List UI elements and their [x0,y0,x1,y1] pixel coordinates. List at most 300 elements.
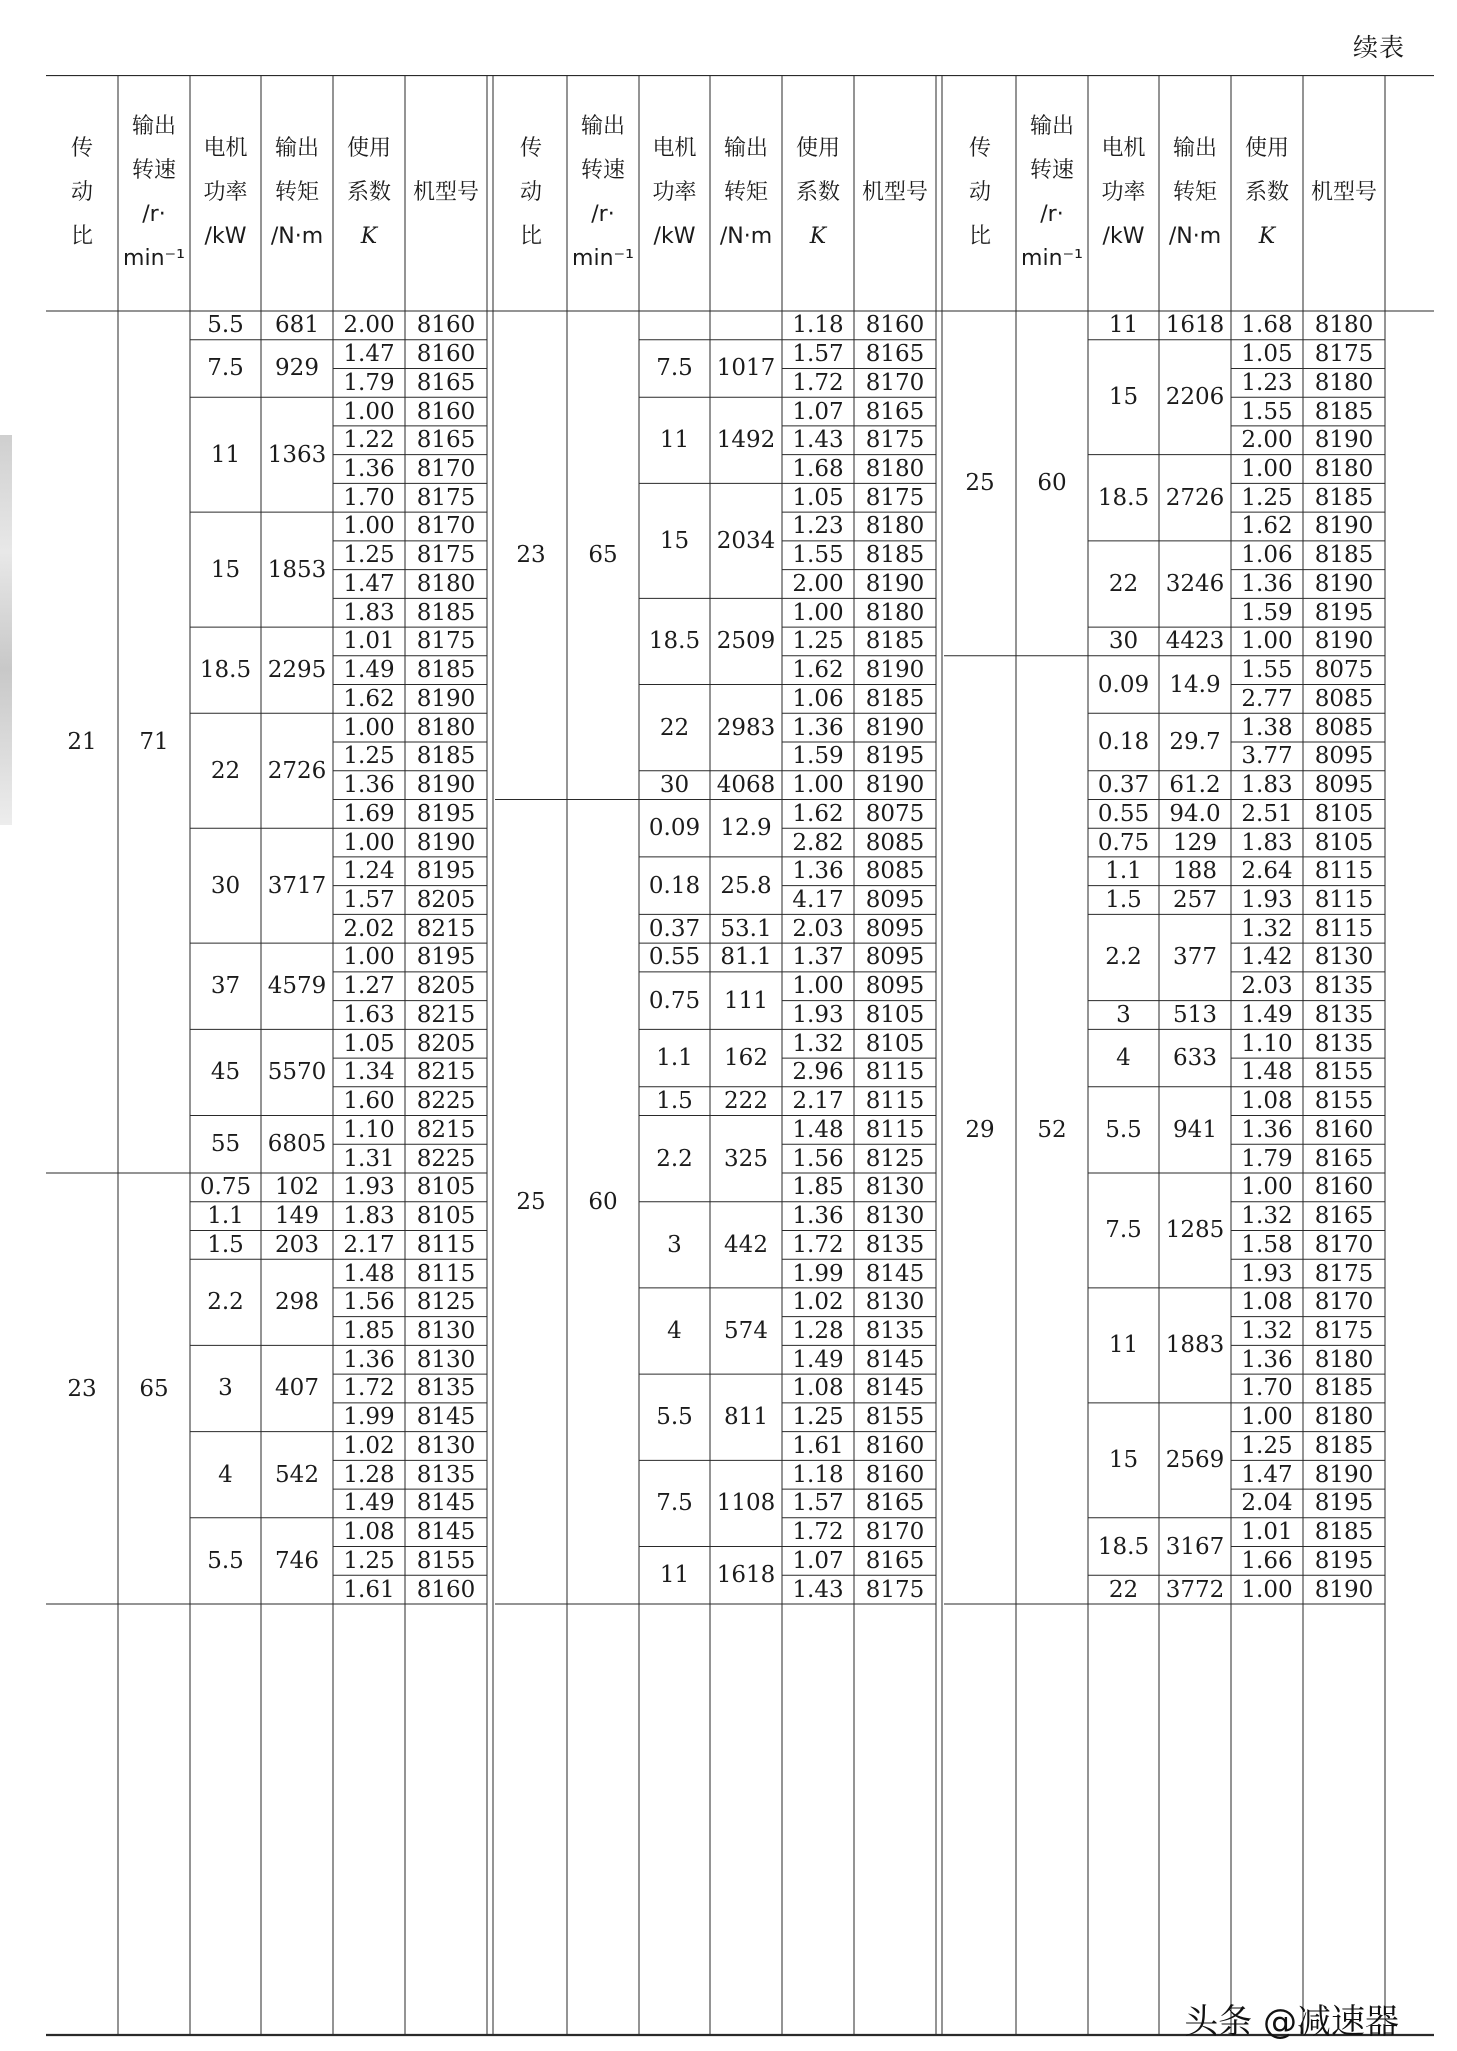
service-factor-cell: 1.36 [792,858,844,885]
service-factor-cell: 1.70 [1241,1375,1293,1402]
header-line: 功率 [652,180,697,205]
model-cell: 8155 [416,1547,476,1574]
output-torque-cell [710,311,782,340]
output-torque-cell: 298 [275,1289,319,1316]
ratio-cell: 23 [67,1375,97,1402]
header-factor [1231,75,1303,311]
model-cell: 8165 [1314,1203,1374,1230]
output-torque-cell: 111 [724,987,768,1014]
model-cell: 8185 [865,542,925,569]
motor-power-cell: 0.37 [1097,772,1150,799]
header-line: 比 [70,224,93,249]
motor-power-cell: 4 [667,1318,682,1345]
model-cell: 8115 [865,1088,925,1115]
service-factor-cell: 2.00 [792,570,844,597]
motor-power-cell: 3 [218,1375,233,1402]
motor-power-cell: 11 [210,441,241,468]
output-torque-cell: 929 [275,355,319,382]
header-line: 系数 [346,180,391,205]
model-cell: 8190 [416,772,476,799]
model-cell: 8190 [1314,427,1374,454]
model-cell: 8190 [865,714,925,741]
output-torque-cell: 203 [275,1231,319,1258]
model-cell: 8205 [416,973,476,1000]
output-torque-cell: 2983 [716,714,776,741]
output-torque-cell: 3772 [1165,1576,1225,1603]
output-speed-cell: 65 [139,1375,169,1402]
ratio-cell: 23 [516,542,546,569]
service-factor-cell: 1.00 [343,714,395,741]
header-line: 传 [968,136,991,161]
motor-power-cell: 7.5 [1105,1217,1142,1244]
service-factor-cell: 2.77 [1241,685,1293,712]
output-torque-cell: 94.0 [1169,800,1221,827]
service-factor-cell: 1.36 [792,1203,844,1230]
model-cell: 8095 [1314,772,1374,799]
output-torque-cell: 633 [1173,1045,1217,1072]
header-line: 电机 [203,136,248,161]
service-factor-cell: 1.47 [1241,1461,1293,1488]
service-factor-cell: 1.58 [1241,1231,1293,1258]
motor-power-cell: 1.5 [1105,887,1142,914]
ratio-cell: 25 [516,1188,546,1215]
output-torque-cell: 53.1 [720,915,772,942]
header-line: /N·m [719,224,773,249]
model-cell: 8180 [416,570,476,597]
service-factor-cell: 1.34 [343,1059,395,1086]
header-ratio [944,75,1016,311]
service-factor-cell: 1.85 [343,1318,395,1345]
motor-power-cell: 7.5 [656,355,693,382]
service-factor-cell: 1.00 [792,772,844,799]
service-factor-cell: 2.03 [1241,973,1293,1000]
service-factor-cell: 1.25 [792,628,844,655]
model-cell: 8185 [416,743,476,770]
header-torque [261,75,333,311]
service-factor-cell: 1.72 [343,1375,395,1402]
model-cell: 8165 [865,1547,925,1574]
service-factor-cell: 1.72 [792,1519,844,1546]
output-torque-cell: 1363 [267,441,327,468]
header-line: 动 [968,180,991,205]
output-torque-cell: 1853 [267,556,327,583]
header-model [854,75,936,311]
header-power [1088,75,1159,311]
model-cell: 8180 [1314,1404,1374,1431]
motor-power-cell: 22 [210,757,241,784]
output-torque-cell: 257 [1173,887,1217,914]
service-factor-cell: 1.36 [1241,570,1293,597]
service-factor-cell: 1.93 [792,1001,844,1028]
service-factor-cell: 1.25 [792,1404,844,1431]
model-cell: 8155 [1314,1088,1374,1115]
motor-power-cell: 5.5 [656,1404,693,1431]
service-factor-cell: 1.59 [1241,599,1293,626]
service-factor-cell: 1.38 [1241,714,1293,741]
motor-power-cell: 22 [1108,570,1139,597]
model-cell: 8160 [416,1576,476,1603]
service-factor-cell: 1.57 [792,1490,844,1517]
service-factor-cell: 1.37 [792,944,844,971]
service-factor-cell: 1.36 [1241,1116,1293,1143]
model-cell: 8135 [416,1375,476,1402]
model-cell: 8085 [865,858,925,885]
service-factor-cell: 1.93 [1241,887,1293,914]
output-torque-cell: 3246 [1165,570,1225,597]
model-cell: 8170 [1314,1289,1374,1316]
model-cell: 8105 [865,1001,925,1028]
model-cell: 8085 [1314,685,1374,712]
header-line: /kW [653,224,696,249]
header-line: 功率 [203,180,248,205]
header-line: /r· [142,202,166,227]
service-factor-cell: 1.99 [792,1260,844,1287]
model-cell: 8165 [1314,1145,1374,1172]
output-torque-cell: 4068 [716,772,776,799]
model-cell: 8130 [416,1346,476,1373]
model-cell: 8095 [865,915,925,942]
model-cell: 8105 [416,1203,476,1230]
model-cell: 8145 [865,1260,925,1287]
model-cell: 8135 [1314,1001,1374,1028]
model-cell: 8160 [1314,1116,1374,1143]
header-line: 输出 [1029,114,1074,139]
motor-power-cell: 2.2 [656,1145,693,1172]
model-cell: 8170 [1314,1231,1374,1258]
header-line: /r· [591,202,615,227]
service-factor-cell: 1.08 [1241,1088,1293,1115]
motor-power-cell: 18.5 [1097,1533,1150,1560]
service-factor-cell: 1.55 [1241,657,1293,684]
header-line: 比 [519,224,542,249]
motor-power-cell: 5.5 [1105,1116,1142,1143]
output-torque-cell: 1618 [1165,312,1225,339]
model-cell: 8205 [416,1030,476,1057]
model-cell: 8115 [1314,858,1374,885]
service-factor-cell: 1.36 [343,772,395,799]
header-line: min⁻¹ [572,246,634,271]
output-torque-cell: 681 [275,312,319,339]
model-cell: 8160 [865,312,925,339]
header-line: 使用 [346,136,391,161]
model-cell: 8115 [416,1231,476,1258]
model-cell: 8125 [416,1289,476,1316]
motor-power-cell: 0.75 [1097,829,1150,856]
model-cell: 8180 [865,456,925,483]
header-line: 传 [70,136,93,161]
service-factor-cell: 1.79 [1241,1145,1293,1172]
service-factor-cell: 1.68 [1241,312,1293,339]
service-factor-cell: 1.25 [343,743,395,770]
model-cell: 8160 [1314,1174,1374,1201]
model-cell: 8160 [416,312,476,339]
header-line: 输出 [131,114,176,139]
model-cell: 8175 [1314,1260,1374,1287]
output-torque-cell: 12.9 [720,815,772,842]
continued-label: 续表 [1352,33,1405,62]
model-cell: 8095 [1314,743,1374,770]
model-cell: 8190 [416,829,476,856]
motor-power-cell: 30 [210,872,241,899]
service-factor-cell: 1.06 [1241,542,1293,569]
output-torque-cell: 14.9 [1169,671,1221,698]
service-factor-cell: 1.49 [1241,1001,1293,1028]
service-factor-cell: 1.48 [343,1260,395,1287]
service-factor-cell: 1.62 [792,657,844,684]
motor-power-cell: 0.55 [648,944,701,971]
service-factor-cell: 1.00 [1241,628,1293,655]
service-factor-cell: 1.08 [1241,1289,1293,1316]
header-line: K [809,224,827,249]
service-factor-cell: 2.00 [1241,427,1293,454]
model-cell: 8175 [416,484,476,511]
model-cell: 8085 [865,829,925,856]
ratio-cell: 21 [67,729,97,755]
service-factor-cell: 1.00 [343,398,395,425]
motor-power-cell: 15 [1108,1447,1139,1474]
service-factor-cell: 1.79 [343,369,395,396]
motor-power-cell: 0.09 [1097,671,1150,698]
service-factor-cell: 1.63 [343,1001,395,1028]
model-cell: 8185 [1314,542,1374,569]
motor-power-cell: 3 [667,1231,682,1258]
output-torque-cell: 2726 [1165,484,1225,511]
model-cell: 8190 [865,772,925,799]
model-cell: 8190 [1314,570,1374,597]
model-cell: 8190 [1314,513,1374,540]
model-cell: 8185 [865,628,925,655]
model-cell: 8145 [416,1490,476,1517]
service-factor-cell: 1.83 [1241,772,1293,799]
header-torque [710,75,782,311]
model-cell: 8215 [416,915,476,942]
model-cell: 8095 [865,973,925,1000]
service-factor-cell: 1.32 [1241,1203,1293,1230]
output-torque-cell: 3167 [1165,1533,1225,1560]
model-cell: 8185 [1314,1375,1374,1402]
model-cell: 8185 [1314,1432,1374,1459]
motor-power-cell: 1.5 [207,1231,244,1258]
output-speed-cell: 60 [588,1188,618,1215]
output-torque-cell: 407 [275,1375,319,1402]
output-torque-cell: 2206 [1165,384,1225,411]
service-factor-cell: 1.31 [343,1145,395,1172]
output-torque-cell: 811 [724,1404,768,1431]
model-cell: 8175 [416,542,476,569]
model-cell: 8095 [865,887,925,914]
service-factor-cell: 2.04 [1241,1490,1293,1517]
service-factor-cell: 1.56 [792,1145,844,1172]
model-cell: 8180 [865,513,925,540]
motor-power-cell: 7.5 [207,355,244,382]
service-factor-cell: 1.00 [343,944,395,971]
service-factor-cell: 1.28 [792,1318,844,1345]
service-factor-cell: 2.96 [792,1059,844,1086]
service-factor-cell: 1.05 [343,1030,395,1057]
service-factor-cell: 1.00 [343,513,395,540]
service-factor-cell: 1.60 [343,1088,395,1115]
model-cell: 8170 [416,456,476,483]
header-line: /N·m [270,224,324,249]
motor-power-cell: 0.18 [648,872,701,899]
model-cell: 8165 [416,427,476,454]
model-cell: 8225 [416,1145,476,1172]
output-torque-cell: 129 [1173,829,1217,856]
model-cell: 8160 [416,341,476,368]
motor-power-cell: 2.2 [207,1289,244,1316]
service-factor-cell: 1.83 [343,599,395,626]
service-factor-cell: 1.83 [1241,829,1293,856]
service-factor-cell: 1.48 [792,1116,844,1143]
ratio-cell: 29 [965,1116,995,1143]
model-cell: 8185 [416,657,476,684]
reducer-selection-table [46,75,1434,2043]
output-torque-cell: 4579 [267,973,327,1000]
motor-power-cell: 0.75 [648,987,701,1014]
output-torque-cell: 4423 [1165,628,1225,655]
model-cell: 8165 [865,1490,925,1517]
motor-power-cell: 11 [1108,1332,1139,1359]
service-factor-cell: 1.69 [343,800,395,827]
header-line: 机型号 [1310,180,1377,205]
service-factor-cell: 1.07 [792,1547,844,1574]
service-factor-cell: 2.64 [1241,858,1293,885]
service-factor-cell: 1.25 [1241,1432,1293,1459]
header-factor [333,75,405,311]
model-cell: 8165 [865,341,925,368]
model-cell: 8145 [416,1404,476,1431]
model-cell: 8170 [865,1519,925,1546]
header-power [190,75,261,311]
model-cell: 8190 [865,570,925,597]
header-speed [1016,75,1088,311]
header-line: 机型号 [861,180,928,205]
header-torque [1159,75,1231,311]
model-cell: 8135 [1314,973,1374,1000]
service-factor-cell: 1.02 [343,1432,395,1459]
output-speed-cell: 71 [139,729,169,755]
service-factor-cell: 1.72 [792,1231,844,1258]
output-torque-cell: 2034 [716,527,776,554]
output-torque-cell: 5570 [267,1059,327,1086]
header-line: 转速 [1029,158,1074,183]
output-torque-cell: 61.2 [1169,772,1221,799]
service-factor-cell: 1.55 [792,542,844,569]
output-torque-cell: 574 [724,1318,768,1345]
output-torque-cell: 29.7 [1169,728,1221,755]
model-cell: 8215 [416,1116,476,1143]
service-factor-cell: 1.22 [343,427,395,454]
service-factor-cell: 1.06 [792,685,844,712]
service-factor-cell: 1.61 [792,1432,844,1459]
binding-edge-shadow [0,435,12,825]
model-cell: 8195 [1314,599,1374,626]
motor-power-cell: 15 [1108,384,1139,411]
header-line: 输出 [274,136,319,161]
model-cell: 8130 [416,1318,476,1345]
motor-power-cell: 0.09 [648,815,701,842]
service-factor-cell: 1.57 [343,887,395,914]
model-cell: 8085 [1314,714,1374,741]
motor-power-cell: 45 [210,1059,241,1086]
motor-power-cell: 5.5 [207,1547,244,1574]
model-cell: 8185 [1314,398,1374,425]
model-cell: 8190 [1314,628,1374,655]
model-cell: 8105 [1314,829,1374,856]
header-line: /N·m [1168,224,1222,249]
service-factor-cell: 1.72 [792,369,844,396]
motor-power-cell: 18.5 [1097,484,1150,511]
model-cell: 8155 [1314,1059,1374,1086]
output-torque-cell: 513 [1173,1001,1217,1028]
model-cell: 8190 [1314,1576,1374,1603]
model-cell: 8145 [416,1519,476,1546]
motor-power-cell: 22 [659,714,690,741]
service-factor-cell: 1.36 [343,1346,395,1373]
motor-power-cell: 11 [1108,312,1139,339]
service-factor-cell: 2.02 [343,915,395,942]
model-cell: 8130 [1314,944,1374,971]
model-cell: 8180 [1314,456,1374,483]
model-cell: 8180 [865,599,925,626]
model-cell: 8075 [865,800,925,827]
header-speed [567,75,639,311]
motor-power-cell: 0.37 [648,915,701,942]
model-cell: 8115 [865,1059,925,1086]
header-ratio [46,75,118,311]
model-cell: 8175 [865,484,925,511]
service-factor-cell: 2.17 [343,1231,395,1258]
model-cell: 8105 [1314,800,1374,827]
service-factor-cell: 1.18 [792,312,844,339]
motor-power-cell: 0.75 [199,1174,252,1201]
header-line: min⁻¹ [123,246,185,271]
output-torque-cell: 2569 [1165,1447,1225,1474]
service-factor-cell: 1.24 [343,858,395,885]
output-torque-cell: 3717 [267,872,327,899]
model-cell: 8160 [865,1461,925,1488]
model-cell: 8175 [865,1576,925,1603]
service-factor-cell: 1.47 [343,570,395,597]
motor-power-cell: 11 [659,1562,690,1589]
service-factor-cell: 1.02 [792,1289,844,1316]
motor-power-cell: 5.5 [207,312,244,339]
header-line: 系数 [1244,180,1289,205]
model-cell: 8170 [416,513,476,540]
header-line: 输出 [580,114,625,139]
output-torque-cell: 81.1 [720,944,772,971]
model-cell: 8185 [865,685,925,712]
output-torque-cell: 746 [275,1547,319,1574]
output-torque-cell: 1492 [716,427,776,454]
motor-power-cell: 55 [210,1131,241,1158]
service-factor-cell: 1.61 [343,1576,395,1603]
model-cell: 8115 [865,1116,925,1143]
header-model [405,75,487,311]
header-ratio [495,75,567,311]
motor-power-cell: 30 [1108,628,1139,655]
service-factor-cell: 1.00 [1241,456,1293,483]
service-factor-cell: 1.56 [343,1289,395,1316]
service-factor-cell: 1.49 [343,657,395,684]
service-factor-cell: 1.00 [1241,1404,1293,1431]
service-factor-cell: 1.00 [792,599,844,626]
service-factor-cell: 2.51 [1241,800,1293,827]
service-factor-cell: 1.00 [792,973,844,1000]
model-cell: 8130 [865,1203,925,1230]
header-line: 电机 [1101,136,1146,161]
model-cell: 8175 [865,427,925,454]
